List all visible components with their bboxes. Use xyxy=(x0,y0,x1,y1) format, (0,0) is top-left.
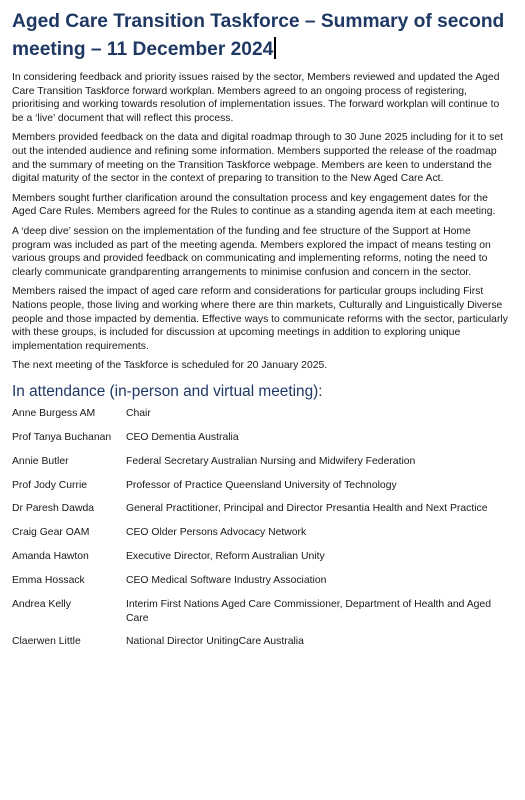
paragraph-rules: Members sought further clarification around the consultation process and key engagement dates for the Aged Care Rules. Members agreed for the Rules to continue as a standing agenda item at each meeting. xyxy=(12,192,496,218)
paragraph-deep-dive: A ‘deep dive’ session on the implementation of the funding and fee structure of the Support at Home program was included as part of the meeting agenda. Members explored the impact of means testing on various groups and provided feedback on communicating and implementing reforms, noting the need to clearly communicate grandparenting arrangements to minimise confusion and concern in the sector. xyxy=(12,225,491,278)
attendee-name: Claerwen Little xyxy=(12,636,81,648)
attendee-name: Annie Butler xyxy=(12,455,69,467)
paragraph-groups: Members raised the impact of aged care reform and considerations for particular groups including First Nations people, those living and working where there are thin markets, Culturally and Linguistically Diverse people and those impacted by dementia. Effective ways to communicate reforms with the sector, particularly with these groups, is included for discussion at upcoming meetings in addition to exploring unique implementation requirements. xyxy=(12,286,508,352)
attendee-role: CEO Medical Software Industry Association xyxy=(126,575,327,587)
attendee-role: Interim First Nations Aged Care Commissioner, Department of Health and Aged Care xyxy=(126,599,491,624)
attendee-name: Anne Burgess AM xyxy=(12,407,96,419)
paragraph-next-meeting: The next meeting of the Taskforce is scheduled for 20 January 2025. xyxy=(12,360,328,372)
attendance-heading: In attendance (in-person and virtual meeting): xyxy=(12,382,323,400)
attendance-list xyxy=(12,407,511,649)
attendee-name: Amanda Hawton xyxy=(12,551,89,563)
paragraph-workplan: In considering feedback and priority issues raised by the sector, Members reviewed and updated the Aged Care Transition Taskforce forward workplan. Members agreed to an ongoing process of registering, prioritising and working towards resolution of implementation issues. The forward workplan will continue to be a ‘live’ document that will reflect this process. xyxy=(12,72,500,124)
attendee-row xyxy=(12,479,511,493)
attendee-name: Andrea Kelly xyxy=(12,599,71,610)
attendee-role: General Practitioner, Principal and Director Presantia Health and Next Practice xyxy=(126,503,488,515)
attendee-name: Craig Gear OAM xyxy=(12,527,90,539)
attendee-row xyxy=(12,526,511,540)
text-cursor xyxy=(274,37,276,59)
attendee-row xyxy=(12,455,511,469)
attendee-name: Prof Jody Currie xyxy=(12,479,88,491)
attendee-row xyxy=(12,502,511,516)
attendee-role: Executive Director, Reform Australian Unity xyxy=(126,551,325,563)
attendee-role: Professor of Practice Queensland University of Technology xyxy=(126,479,397,491)
title-line-1: Aged Care Transition Taskforce – Summary of second xyxy=(12,11,505,32)
attendee-name: Dr Paresh Dawda xyxy=(12,503,95,515)
attendee-name: Prof Tanya Buchanan xyxy=(12,431,112,443)
attendee-row xyxy=(12,407,511,421)
attendee-role: Federal Secretary Australian Nursing and Midwifery Federation xyxy=(126,455,416,467)
attendee-row xyxy=(12,635,511,649)
title-line-2: meeting – 11 December 2024 xyxy=(12,39,274,60)
attendee-row xyxy=(12,431,511,445)
attendee-role: Chair xyxy=(126,407,151,419)
attendee-row xyxy=(12,550,511,564)
document-title xyxy=(12,8,511,64)
paragraph-roadmap: Members provided feedback on the data and digital roadmap through to 30 June 2025 including for it to set out the intended audience and refining some information. Members supported the release of the roadmap and the summary of meeting on the Transition Taskforce webpage. Members are keen to understand the digital maturity of the sector in the context of preparing to transition to the New Aged Care Act. xyxy=(12,132,503,185)
attendee-name: Emma Hossack xyxy=(12,575,85,587)
attendee-row xyxy=(12,574,511,588)
attendee-role: CEO Older Persons Advocacy Network xyxy=(126,527,307,539)
attendee-role: CEO Dementia Australia xyxy=(126,431,239,443)
attendee-row xyxy=(12,598,511,625)
attendee-role: National Director UnitingCare Australia xyxy=(126,636,304,648)
